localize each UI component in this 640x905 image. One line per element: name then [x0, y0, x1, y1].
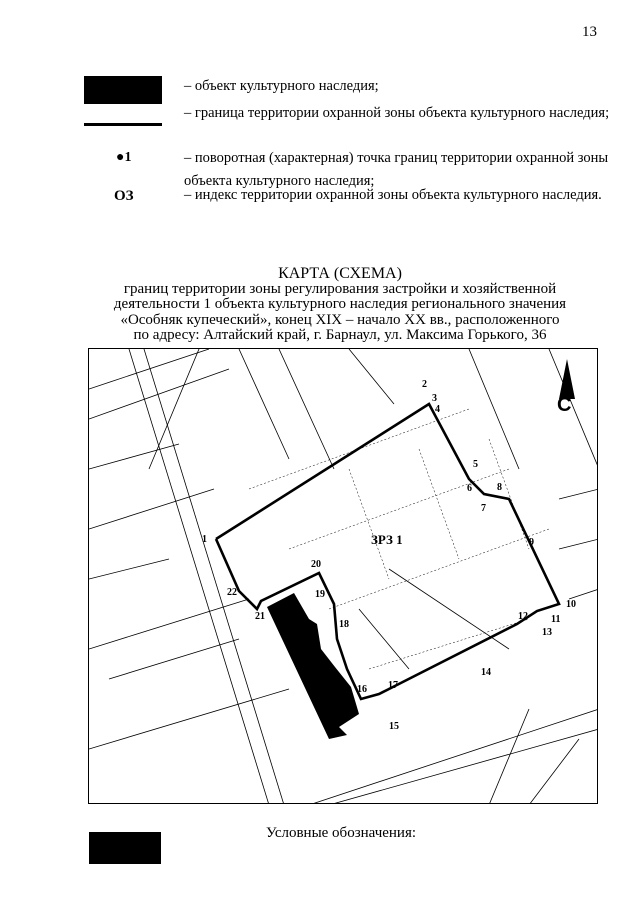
- turning-point-symbol: ●1: [116, 150, 132, 165]
- heritage-object-symbol-bottom: [89, 832, 161, 864]
- legend-item-heritage: – объект культурного наследия;: [184, 78, 379, 94]
- turning-point-label: 1: [202, 534, 207, 545]
- legend-item-point: – поворотная (характерная) точка границ территории охранной зоны объекта культурного наследия;: [184, 150, 609, 189]
- turning-point-label: 14: [481, 667, 491, 678]
- map-title-main: КАРТА (СХЕМА): [278, 265, 402, 282]
- turning-point-label: 8: [497, 482, 502, 493]
- map-title-line: «Особняк купеческий», конец XIX – начало XX вв., расположенного: [120, 311, 560, 328]
- zone-index-symbol: ОЗ: [114, 188, 134, 204]
- legend-item-boundary: – граница территории охранной зоны объекта культурного наследия;: [184, 105, 610, 121]
- turning-point-label: 3: [432, 393, 437, 404]
- turning-point-label: 18: [339, 619, 349, 630]
- turning-point-label: 11: [551, 614, 561, 625]
- turning-point-label: 16: [357, 684, 367, 695]
- turning-point-label: 2: [422, 379, 427, 390]
- map-title-line: деятельности 1 объекта культурного наследия регионального значения: [113, 296, 567, 312]
- turning-point-label: 10: [566, 599, 576, 610]
- protection-zone-boundary-symbol: [84, 123, 162, 126]
- cadastral-map: [88, 348, 598, 804]
- page-number: 13: [582, 24, 597, 40]
- turning-point-label: 20: [311, 559, 321, 570]
- cultural-heritage-object-symbol: [84, 76, 162, 104]
- turning-point-label: 17: [388, 680, 398, 691]
- legend-heading: Условные обозначения:: [266, 825, 417, 841]
- turning-point-label: 22: [227, 587, 237, 598]
- turning-point-label: 19: [315, 589, 325, 600]
- map-drawing: [89, 349, 598, 804]
- turning-point-label: 4: [435, 404, 440, 415]
- map-title-line: по адресу: Алтайский край, г. Барнаул, ул. Максима Горького, 36: [133, 327, 547, 343]
- map-title-line: границ территории зоны регулирования застройки и хозяйственной: [123, 280, 557, 297]
- turning-point-label: 13: [542, 627, 552, 638]
- zone-label: ЗРЗ 1: [371, 532, 403, 547]
- north-label: С: [557, 394, 572, 416]
- zone-boundary-line: [216, 404, 559, 699]
- turning-point-label: 21: [255, 611, 265, 622]
- legend-item-index: – индекс территории охранной зоны объекта культурного наследия.: [184, 187, 602, 203]
- turning-point-label: 9: [529, 537, 534, 548]
- turning-point-label: 5: [473, 459, 478, 470]
- turning-point-label: 6: [467, 483, 472, 494]
- turning-point-label: 7: [481, 503, 486, 514]
- turning-point-label: 15: [389, 721, 399, 732]
- map-title: [60, 266, 620, 344]
- turning-point-label: 12: [518, 611, 528, 622]
